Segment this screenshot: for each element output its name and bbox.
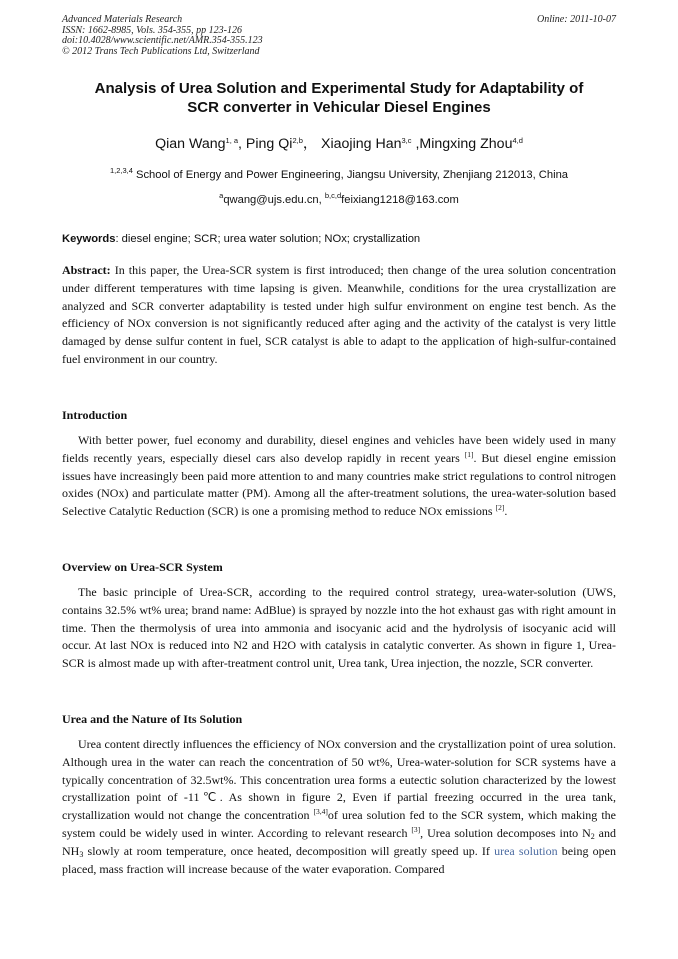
journal-name: Advanced Materials Research	[62, 14, 183, 25]
urea-text: , Urea solution decomposes into N	[420, 825, 591, 840]
urea-text: of urea solution fed to the SCR system, which making the system could be widely used in winter. According to relevant research	[62, 808, 616, 840]
email-1[interactable]: qwang@ujs.edu.cn,	[223, 194, 325, 206]
paper-title	[62, 80, 616, 117]
urea-text: Urea content directly influences the efficiency of NOx conversion and the crystallization point of urea solution. Although urea in the water can reach the concentration of 50 wt%, Urea-water-solution for SCR systems have a typically concentration of 32.5wt%. This concentration urea forms a eutectic solution characterized by the lowest crystallization point of -11℃. As shown in figure 2, Even if partial freezing occurred in the urea tank, crystallization would not change the concentration	[62, 737, 616, 823]
intro-text: .	[504, 504, 508, 519]
citation[interactable]: [3]	[411, 824, 421, 834]
author-sup: 1, a	[225, 136, 239, 145]
overview-text: The basic principle of Urea-SCR, according to the required control strategy, urea-water-solution (UWS, contains 32.5% wt% urea; brand name: AdBlue) is sprayed by nozzle into the hot exhaust gas with right amount in time. Then the thermolysis of urea into ammonia and isocyanic acid and the hydrolysis of isocyanic acid will occur. At last NOx is reduced into N2 and H2O with catalysis in catalytic converter. As shown in figure 1, Urea-SCR is almost made up with after-treatment control unit, Urea tank, Urea injection, the nozzle, SCR converter.	[62, 585, 616, 671]
abstract-text: In this paper, the Urea-SCR system is first introduced; then change of the urea solution concentration under different temperatures with time lapsing is given. Meanwhile, conditions for the urea crystallization are analyzed and SCR converter adaptability is tested under high sulfur environment on engine test bench. As the efficiency of NOx conversion is not significantly reduced after aging and the activity of the catalyst is very little damaged by dense sulfur content in fuel, SCR catalyst is able to adapt to the application of high-sulfur-contained fuel environment in our country.	[62, 263, 616, 366]
section-heading-urea: Urea and the Nature of Its Solution	[62, 712, 243, 726]
author-name: ， Xiaojing Han	[302, 136, 402, 152]
section-heading-introduction: Introduction	[62, 408, 128, 422]
keywords-text: : diesel engine; SCR; urea water solution; NOx; crystallization	[115, 233, 421, 245]
keywords-label: Keywords	[62, 233, 116, 245]
title-line-2: SCR converter in Vehicular Diesel Engines	[187, 98, 491, 116]
author-emails	[62, 191, 616, 206]
author-name: , Ping Qi	[238, 136, 293, 152]
email-sup: b,c,d	[324, 191, 342, 200]
author-sup: 2,b	[292, 136, 303, 145]
abstract-label: Abstract:	[62, 263, 111, 277]
citation[interactable]: [3,4]	[313, 807, 328, 817]
author-list	[62, 133, 616, 153]
citation[interactable]: [1]	[464, 449, 474, 459]
copyright-line: © 2012 Trans Tech Publications Ltd, Switzerland	[62, 45, 260, 57]
journal-header	[62, 15, 263, 57]
email-2[interactable]: feixiang1218@163.com	[341, 194, 459, 206]
issn-line: ISSN: 1662-8985, Vols. 354-355, pp 123-126	[62, 24, 242, 36]
author-name: Qian Wang	[155, 136, 226, 152]
author-sup: 4,d	[512, 136, 523, 145]
subscript: 3	[79, 849, 84, 859]
urea-text: and NH	[62, 825, 616, 858]
subscript: 2	[590, 831, 595, 841]
urea-text: being open placed, mass fraction will increase because of the water evaporation. Compared	[62, 843, 616, 876]
affiliation	[62, 166, 616, 181]
section-heading-overview: Overview on Urea-SCR System	[62, 560, 223, 574]
overview-paragraph	[62, 584, 616, 673]
author-name: ,Mingxing Zhou	[411, 136, 513, 152]
introduction-paragraph	[62, 432, 616, 521]
highlighted-term: urea solution	[494, 843, 558, 858]
intro-text: . But diesel engine emission issues have increasingly been paid more attention to and many countries make strict regulations to control nitrogen oxides (NOx) and particulate matter (PM). Among all the after-treatment solutions, the urea-water-solution based Selective Catalytic Reduction (SCR) is one a promising method to reduce NOx emissions	[62, 450, 616, 519]
keywords	[62, 233, 616, 245]
title-line-1: Analysis of Urea Solution and Experimental Study for Adaptability of	[94, 80, 584, 97]
affiliation-text: School of Energy and Power Engineering, Jiangsu University, Zhenjiang 212013, China	[132, 169, 569, 181]
doi-line[interactable]: doi:10.4028/www.scientific.net/AMR.354-355.123	[62, 35, 263, 47]
email-sup: a	[219, 191, 224, 200]
intro-text: With better power, fuel economy and durability, diesel engines and vehicles have been widely used in many fields recently years, especially diesel cars also develop rapidly in recent years	[62, 433, 616, 465]
online-date: Online: 2011-10-07	[537, 14, 616, 25]
author-sup: 3,c	[401, 136, 412, 145]
abstract	[62, 262, 616, 369]
urea-text: slowly at room temperature, once heated, decomposition will greatly speed up. If	[83, 843, 495, 858]
citation[interactable]: [2]	[495, 503, 505, 513]
affiliation-sup: 1,2,3,4	[109, 166, 133, 175]
urea-paragraph	[62, 736, 616, 878]
